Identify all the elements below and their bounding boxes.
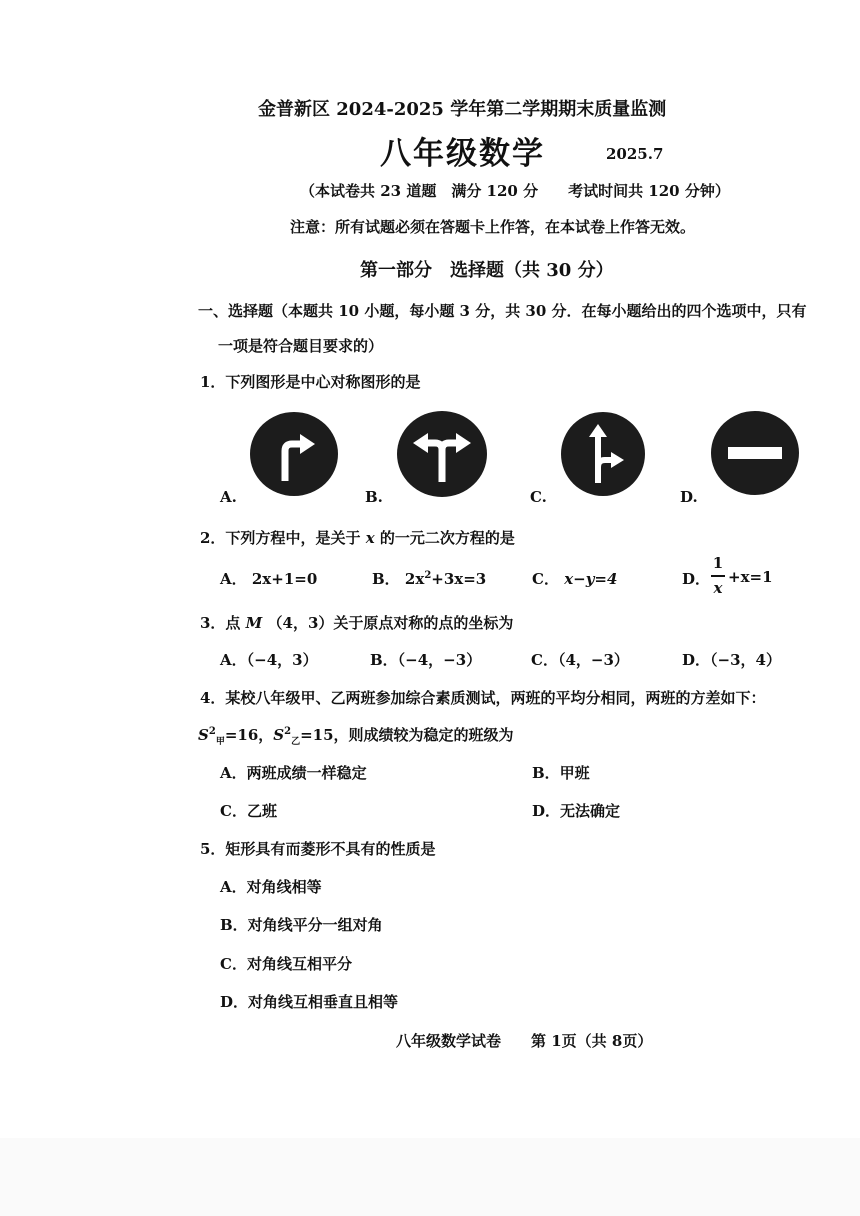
page-bottom-margin (0, 1138, 860, 1216)
q2-option-d-tail: +x=1 (728, 568, 773, 586)
q1-option-a-letter: A. (220, 488, 237, 506)
q5-option-b: B．对角线平分一组对角 (220, 916, 383, 934)
q2-stem-variable: x (365, 529, 375, 547)
page-footer: 八年级数学试卷 第 1页（共 8页） (396, 1032, 653, 1050)
q2-option-c (532, 568, 617, 589)
question-5-stem: 5．矩形具有而菱形不具有的性质是 (200, 840, 436, 858)
q5-option-d: D．对角线互相垂直且相等 (220, 993, 399, 1011)
q4-jia-value: =16， (224, 726, 274, 744)
turn-left-right-arrow-icon (396, 410, 488, 498)
section-intro-line2: 一项是符合题目要求的） (218, 337, 384, 355)
q2-option-a (220, 568, 317, 589)
q4-variance-exponent-yi: 2 (284, 726, 292, 737)
q2-option-c-letter: C． (532, 570, 559, 588)
q2-option-d-letter: D． (682, 570, 711, 588)
subject-title: 八年级数学 (380, 136, 545, 172)
q4-variance-exponent-jia: 2 (208, 726, 216, 737)
q3-stem-variable: M (245, 614, 263, 632)
q2-option-b-letter: B． (372, 570, 400, 588)
q5-option-a: A．对角线相等 (220, 878, 322, 896)
q4-yi-value: =15，则成绩较为稳定的班级为 (300, 726, 514, 744)
q3-option-c: C．（4，−3） (531, 651, 629, 669)
q2-option-d-fraction-bar (711, 575, 725, 577)
q3-option-b: B．（−4，−3） (370, 651, 482, 669)
q4-variance-symbol-yi: S (273, 726, 285, 744)
q4-option-b: B．甲班 (532, 764, 590, 782)
question-2-stem (200, 527, 515, 548)
q2-stem-suffix: 的一元二次方程的是 (379, 529, 515, 547)
q1-option-b-letter: B. (365, 488, 383, 506)
q4-option-d: D．无法确定 (532, 802, 621, 820)
q2-option-b-text-pre: 2x (404, 570, 425, 588)
q2-option-a-text: 2x+1=0 (251, 570, 318, 588)
q3-option-a: A．（−4，3） (220, 651, 318, 669)
q2-option-a-letter: A． (220, 570, 247, 588)
q3-stem-prefix: 3．点 (200, 614, 241, 632)
q1-option-c-letter: C. (530, 488, 547, 506)
exam-notice: 注意：所有试题必须在答题卡上作答，在本试卷上作答无效。 (290, 218, 696, 236)
q2-option-b-text-post: +3x=3 (431, 570, 487, 588)
q2-option-b-exponent: 2 (424, 570, 432, 581)
turn-right-arrow-icon (248, 411, 340, 497)
question-1-stem: 1．下列图形是中心对称图形的是 (200, 373, 421, 391)
question-3-stem (200, 612, 513, 633)
exam-date: 2025.7 (606, 145, 664, 163)
q1-option-d-letter: D. (680, 488, 698, 506)
q4-option-c: C．乙班 (220, 802, 277, 820)
q4-option-a: A．两班成绩一样稳定 (220, 764, 367, 782)
exam-info: （本试卷共 23 道题 满分 120 分 考试时间共 120 分钟） (300, 182, 730, 200)
question-4-stem-line1: 4．某校八年级甲、乙两班参加综合素质测试，两班的平均分相同，两班的方差如下： (200, 689, 766, 707)
q2-option-d-numerator: 1 (712, 554, 724, 572)
q3-option-d: D．（−3，4） (682, 651, 781, 669)
q3-stem-suffix: （4，3）关于原点对称的点的坐标为 (267, 614, 514, 632)
q4-variance-subscript-yi: 乙 (291, 737, 301, 747)
section-intro-line1: 一、选择题（本题共 10 小题，每小题 3 分，共 30 分．在每小题给出的四个选项中，只有 (198, 302, 807, 320)
exam-title-line: 金普新区 2024-2025 学年第二学期期末质量监测 (258, 99, 667, 120)
q2-option-d-denominator: x (713, 579, 723, 597)
no-entry-bar-icon (710, 410, 800, 496)
q5-option-c: C．对角线互相平分 (220, 955, 352, 973)
question-4-stem-line2 (198, 724, 514, 747)
q4-variance-symbol-jia: S (198, 726, 209, 744)
q4-variance-subscript-jia: 甲 (215, 737, 225, 747)
straight-or-right-arrow-icon (560, 411, 646, 497)
part-one-heading: 第一部分 选择题（共 30 分） (360, 260, 614, 281)
q2-option-b (372, 568, 486, 589)
q2-option-c-text: x−y=4 (564, 570, 618, 588)
q2-stem-prefix: 2．下列方程中，是关于 (200, 529, 361, 547)
